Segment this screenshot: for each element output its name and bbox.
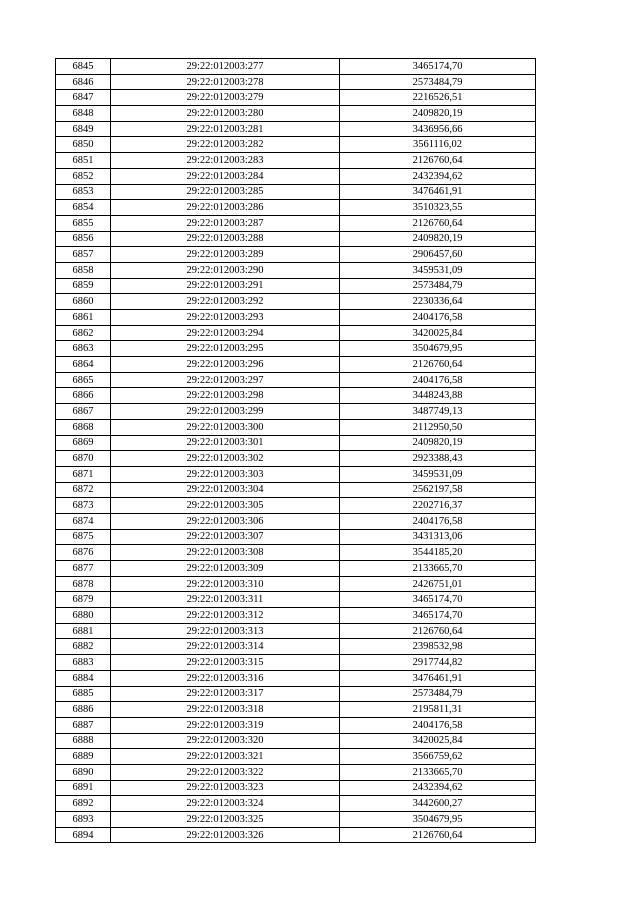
table-row <box>56 545 536 561</box>
cadastral-value-cell: 3465174,70 <box>340 592 536 608</box>
row-number-cell: 6853 <box>56 184 111 200</box>
cadastral-number-cell: 29:22:012003:305 <box>111 498 340 514</box>
row-number-cell: 6861 <box>56 310 111 326</box>
row-number-cell: 6871 <box>56 466 111 482</box>
row-number-cell: 6847 <box>56 90 111 106</box>
cadastral-number-cell: 29:22:012003:308 <box>111 545 340 561</box>
cadastral-number-cell: 29:22:012003:326 <box>111 827 340 843</box>
table-row <box>56 168 536 184</box>
table-row <box>56 592 536 608</box>
row-number-cell: 6850 <box>56 137 111 153</box>
row-number-cell: 6860 <box>56 294 111 310</box>
table-row <box>56 529 536 545</box>
cadastral-number-cell: 29:22:012003:292 <box>111 294 340 310</box>
table-row <box>56 74 536 90</box>
table-row <box>56 278 536 294</box>
cadastral-value-cell: 2906457,60 <box>340 247 536 263</box>
cadastral-value-cell: 3504679,95 <box>340 341 536 357</box>
row-number-cell: 6857 <box>56 247 111 263</box>
row-number-cell: 6873 <box>56 498 111 514</box>
cadastral-number-cell: 29:22:012003:318 <box>111 702 340 718</box>
row-number-cell: 6887 <box>56 717 111 733</box>
cadastral-value-cell: 2126760,64 <box>340 153 536 169</box>
table-row <box>56 686 536 702</box>
cadastral-number-cell: 29:22:012003:302 <box>111 451 340 467</box>
table-row <box>56 231 536 247</box>
cadastral-value-cell: 3420025,84 <box>340 325 536 341</box>
row-number-cell: 6865 <box>56 372 111 388</box>
cadastral-value-cell: 2112950,50 <box>340 419 536 435</box>
cadastral-value-cell: 3476461,91 <box>340 184 536 200</box>
row-number-cell: 6891 <box>56 780 111 796</box>
cadastral-number-cell: 29:22:012003:281 <box>111 121 340 137</box>
cadastral-value-cell: 2409820,19 <box>340 435 536 451</box>
cadastral-value-cell: 3566759,62 <box>340 749 536 765</box>
cadastral-value-cell: 3442600,27 <box>340 796 536 812</box>
table-row <box>56 827 536 843</box>
table-row <box>56 262 536 278</box>
cadastral-number-cell: 29:22:012003:278 <box>111 74 340 90</box>
row-number-cell: 6880 <box>56 608 111 624</box>
cadastral-value-cell: 2133665,70 <box>340 561 536 577</box>
cadastral-value-cell: 2133665,70 <box>340 764 536 780</box>
cadastral-number-cell: 29:22:012003:313 <box>111 623 340 639</box>
cadastral-value-cell: 3476461,91 <box>340 670 536 686</box>
row-number-cell: 6851 <box>56 153 111 169</box>
row-number-cell: 6879 <box>56 592 111 608</box>
table-row <box>56 215 536 231</box>
cadastral-number-cell: 29:22:012003:294 <box>111 325 340 341</box>
row-number-cell: 6888 <box>56 733 111 749</box>
cadastral-number-cell: 29:22:012003:321 <box>111 749 340 765</box>
table-row <box>56 325 536 341</box>
cadastral-number-cell: 29:22:012003:304 <box>111 482 340 498</box>
table-row <box>56 655 536 671</box>
cadastral-value-cell: 3561116,02 <box>340 137 536 153</box>
table-row <box>56 780 536 796</box>
cadastral-number-cell: 29:22:012003:311 <box>111 592 340 608</box>
cadastral-value-cell: 3436956,66 <box>340 121 536 137</box>
row-number-cell: 6866 <box>56 388 111 404</box>
cadastral-value-cell: 2126760,64 <box>340 357 536 373</box>
cadastral-number-cell: 29:22:012003:284 <box>111 168 340 184</box>
row-number-cell: 6892 <box>56 796 111 812</box>
cadastral-number-cell: 29:22:012003:279 <box>111 90 340 106</box>
row-number-cell: 6876 <box>56 545 111 561</box>
cadastral-number-cell: 29:22:012003:280 <box>111 106 340 122</box>
table-row <box>56 561 536 577</box>
table-row <box>56 247 536 263</box>
cadastral-number-cell: 29:22:012003:285 <box>111 184 340 200</box>
cadastral-value-cell: 3487749,13 <box>340 404 536 420</box>
cadastral-number-cell: 29:22:012003:306 <box>111 513 340 529</box>
cadastral-number-cell: 29:22:012003:322 <box>111 764 340 780</box>
cadastral-value-cell: 2404176,58 <box>340 717 536 733</box>
table-row <box>56 435 536 451</box>
cadastral-number-cell: 29:22:012003:323 <box>111 780 340 796</box>
table-row <box>56 419 536 435</box>
table-row <box>56 623 536 639</box>
cadastral-number-cell: 29:22:012003:319 <box>111 717 340 733</box>
cadastral-number-cell: 29:22:012003:293 <box>111 310 340 326</box>
row-number-cell: 6863 <box>56 341 111 357</box>
row-number-cell: 6893 <box>56 812 111 828</box>
cadastral-value-table <box>55 58 536 843</box>
table-row <box>56 404 536 420</box>
cadastral-value-cell: 3448243,88 <box>340 388 536 404</box>
row-number-cell: 6862 <box>56 325 111 341</box>
table-row <box>56 451 536 467</box>
cadastral-number-cell: 29:22:012003:297 <box>111 372 340 388</box>
cadastral-value-cell: 2404176,58 <box>340 372 536 388</box>
cadastral-value-cell: 2562197,58 <box>340 482 536 498</box>
cadastral-number-cell: 29:22:012003:320 <box>111 733 340 749</box>
table-row <box>56 184 536 200</box>
cadastral-value-cell: 2404176,58 <box>340 310 536 326</box>
cadastral-value-cell: 2230336,64 <box>340 294 536 310</box>
cadastral-value-cell: 2573484,79 <box>340 686 536 702</box>
cadastral-value-cell: 2573484,79 <box>340 278 536 294</box>
cadastral-number-cell: 29:22:012003:312 <box>111 608 340 624</box>
row-number-cell: 6890 <box>56 764 111 780</box>
row-number-cell: 6845 <box>56 59 111 75</box>
row-number-cell: 6854 <box>56 200 111 216</box>
cadastral-number-cell: 29:22:012003:287 <box>111 215 340 231</box>
cadastral-number-cell: 29:22:012003:299 <box>111 404 340 420</box>
row-number-cell: 6886 <box>56 702 111 718</box>
cadastral-number-cell: 29:22:012003:282 <box>111 137 340 153</box>
cadastral-value-cell: 3465174,70 <box>340 608 536 624</box>
cadastral-number-cell: 29:22:012003:309 <box>111 561 340 577</box>
cadastral-value-cell: 3431313,06 <box>340 529 536 545</box>
cadastral-value-cell: 3504679,95 <box>340 812 536 828</box>
table-row <box>56 137 536 153</box>
table-row <box>56 749 536 765</box>
row-number-cell: 6848 <box>56 106 111 122</box>
cadastral-value-cell: 3544185,20 <box>340 545 536 561</box>
table-row <box>56 513 536 529</box>
cadastral-value-cell: 2398532,98 <box>340 639 536 655</box>
cadastral-value-cell: 2923388,43 <box>340 451 536 467</box>
cadastral-number-cell: 29:22:012003:290 <box>111 262 340 278</box>
row-number-cell: 6858 <box>56 262 111 278</box>
cadastral-number-cell: 29:22:012003:298 <box>111 388 340 404</box>
row-number-cell: 6870 <box>56 451 111 467</box>
cadastral-value-cell: 2126760,64 <box>340 215 536 231</box>
row-number-cell: 6874 <box>56 513 111 529</box>
cadastral-value-cell: 2409820,19 <box>340 231 536 247</box>
row-number-cell: 6852 <box>56 168 111 184</box>
table-row <box>56 608 536 624</box>
cadastral-value-cell: 3510323,55 <box>340 200 536 216</box>
cadastral-number-cell: 29:22:012003:316 <box>111 670 340 686</box>
row-number-cell: 6889 <box>56 749 111 765</box>
cadastral-number-cell: 29:22:012003:314 <box>111 639 340 655</box>
row-number-cell: 6885 <box>56 686 111 702</box>
cadastral-number-cell: 29:22:012003:324 <box>111 796 340 812</box>
cadastral-value-cell: 2216526,51 <box>340 90 536 106</box>
table-row <box>56 576 536 592</box>
cadastral-number-cell: 29:22:012003:307 <box>111 529 340 545</box>
cadastral-number-cell: 29:22:012003:303 <box>111 466 340 482</box>
table-row <box>56 341 536 357</box>
table-row <box>56 310 536 326</box>
row-number-cell: 6864 <box>56 357 111 373</box>
row-number-cell: 6872 <box>56 482 111 498</box>
table-row <box>56 153 536 169</box>
table-row <box>56 498 536 514</box>
cadastral-value-cell: 2917744,82 <box>340 655 536 671</box>
row-number-cell: 6869 <box>56 435 111 451</box>
table-row <box>56 812 536 828</box>
cadastral-number-cell: 29:22:012003:289 <box>111 247 340 263</box>
table-row <box>56 733 536 749</box>
table-row <box>56 764 536 780</box>
table-row <box>56 59 536 75</box>
table-row <box>56 121 536 137</box>
row-number-cell: 6867 <box>56 404 111 420</box>
row-number-cell: 6856 <box>56 231 111 247</box>
table-row <box>56 466 536 482</box>
cadastral-value-cell: 2426751,01 <box>340 576 536 592</box>
cadastral-value-cell: 3420025,84 <box>340 733 536 749</box>
row-number-cell: 6875 <box>56 529 111 545</box>
table-row <box>56 294 536 310</box>
table-row <box>56 90 536 106</box>
cadastral-value-cell: 2432394,62 <box>340 168 536 184</box>
row-number-cell: 6877 <box>56 561 111 577</box>
cadastral-number-cell: 29:22:012003:283 <box>111 153 340 169</box>
table-row <box>56 702 536 718</box>
cadastral-number-cell: 29:22:012003:325 <box>111 812 340 828</box>
cadastral-number-cell: 29:22:012003:310 <box>111 576 340 592</box>
cadastral-number-cell: 29:22:012003:315 <box>111 655 340 671</box>
cadastral-value-cell: 2195811,31 <box>340 702 536 718</box>
table-row <box>56 200 536 216</box>
table-body <box>56 59 536 843</box>
cadastral-number-cell: 29:22:012003:301 <box>111 435 340 451</box>
cadastral-value-cell: 3465174,70 <box>340 59 536 75</box>
row-number-cell: 6878 <box>56 576 111 592</box>
table-row <box>56 372 536 388</box>
cadastral-number-cell: 29:22:012003:291 <box>111 278 340 294</box>
table-row <box>56 357 536 373</box>
table-row <box>56 717 536 733</box>
cadastral-value-cell: 2573484,79 <box>340 74 536 90</box>
cadastral-number-cell: 29:22:012003:288 <box>111 231 340 247</box>
row-number-cell: 6881 <box>56 623 111 639</box>
table-row <box>56 796 536 812</box>
row-number-cell: 6859 <box>56 278 111 294</box>
row-number-cell: 6868 <box>56 419 111 435</box>
table-row <box>56 388 536 404</box>
table-row <box>56 106 536 122</box>
cadastral-value-cell: 3459531,09 <box>340 262 536 278</box>
cadastral-number-cell: 29:22:012003:317 <box>111 686 340 702</box>
cadastral-value-cell: 2404176,58 <box>340 513 536 529</box>
cadastral-number-cell: 29:22:012003:295 <box>111 341 340 357</box>
row-number-cell: 6882 <box>56 639 111 655</box>
cadastral-number-cell: 29:22:012003:300 <box>111 419 340 435</box>
cadastral-value-cell: 2126760,64 <box>340 623 536 639</box>
row-number-cell: 6884 <box>56 670 111 686</box>
row-number-cell: 6894 <box>56 827 111 843</box>
cadastral-value-cell: 2126760,64 <box>340 827 536 843</box>
cadastral-value-cell: 2202716,37 <box>340 498 536 514</box>
cadastral-number-cell: 29:22:012003:296 <box>111 357 340 373</box>
cadastral-number-cell: 29:22:012003:277 <box>111 59 340 75</box>
table-row <box>56 670 536 686</box>
table-row <box>56 639 536 655</box>
row-number-cell: 6883 <box>56 655 111 671</box>
table-row <box>56 482 536 498</box>
row-number-cell: 6849 <box>56 121 111 137</box>
cadastral-number-cell: 29:22:012003:286 <box>111 200 340 216</box>
row-number-cell: 6846 <box>56 74 111 90</box>
cadastral-value-cell: 3459531,09 <box>340 466 536 482</box>
cadastral-value-cell: 2409820,19 <box>340 106 536 122</box>
cadastral-value-cell: 2432394,62 <box>340 780 536 796</box>
row-number-cell: 6855 <box>56 215 111 231</box>
